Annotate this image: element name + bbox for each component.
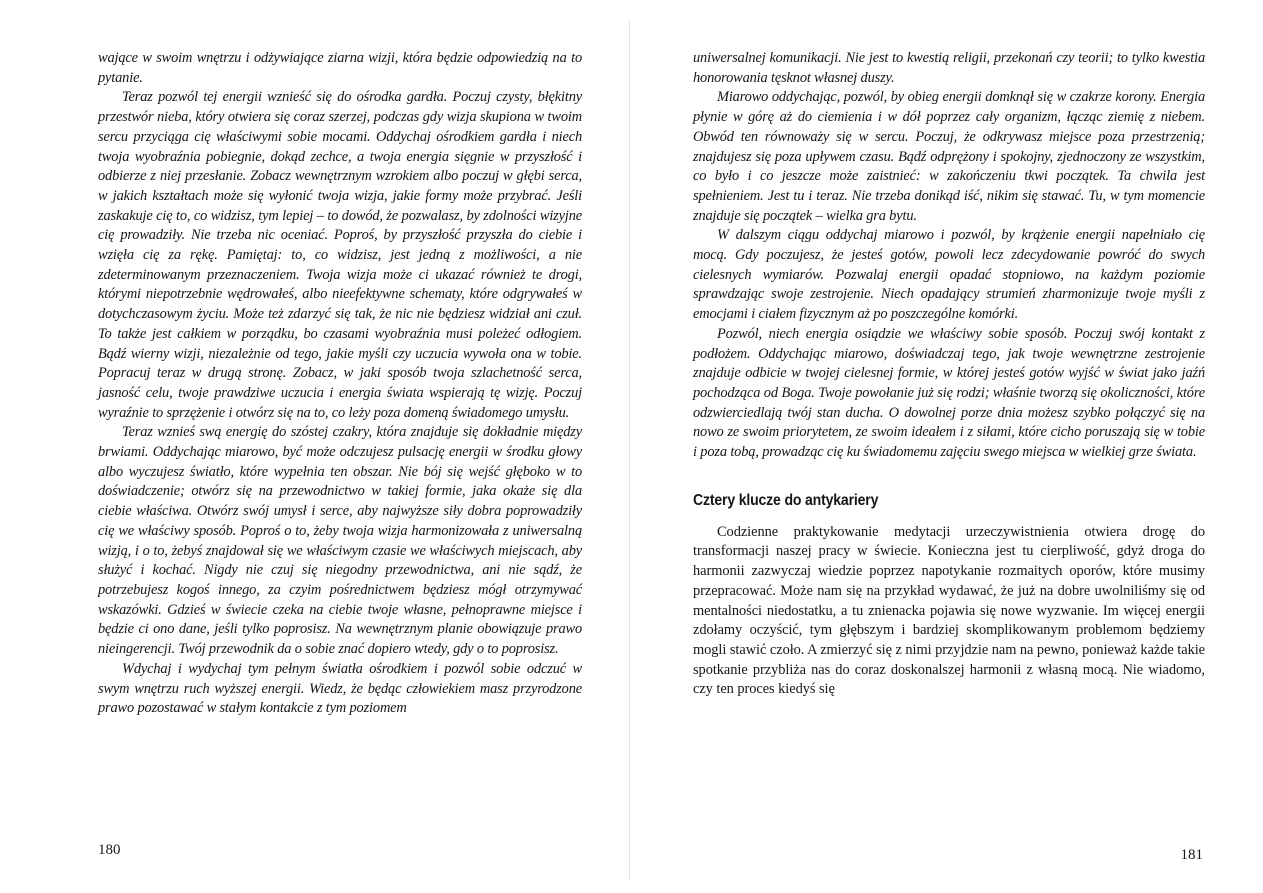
right-text-column <box>693 49 1205 700</box>
right-page <box>631 0 1263 893</box>
paragraph: Pozwól, niech energia osiądzie we właściwy sobie sposób. Poczuj swój kontakt z podłożem. Oddychając miarowo, doświadczaj tego, jak twoje wewnętrzne zestrojenie znajduje odbicie w twojej cielesnej formie, w której jesteś gotów wyjść w świat jako jaźń pochodząca od Boga. Twoje powołanie już się rodzi; właśnie tworzą się okoliczności, które odzwierciedlają twój stan ducha. O dowolnej porze dnia możesz szybko połączyć się na nowo ze swoim priorytetem, ze swoim ideałem i z siłami, które cicho poruszają się w tobie i poza tobą, prowadząc cię ku świadomemu zajęciu swego miejsca w wielkiej grze świata. <box>693 325 1205 461</box>
left-page <box>0 0 631 893</box>
paragraph: Teraz pozwól tej energii wznieść się do ośrodka gardła. Poczuj czysty, błękitny przestwór nieba, który otwiera się coraz szerzej, podczas gdy wizja skupiona w twoim sercu przyciąga cię właściwymi sobie mocami. Oddychaj ośrodkiem gardła i niech twoja wyobraźnia pobiegnie, dokąd zechce, a twoja energia sięgnie w przyszłość i odbierze z niej przesłanie. Zobacz wewnętrznym wzrokiem albo poczuj w głębi serca, w jakich kształtach może się wyłonić twoja wizja, jakie formy może przybrać. Jeśli zaskakuje cię to, co widzisz, tym lepiej – to dowód, że pozwalasz, by zdolności wizyjne cię prowadziły. Nie trzeba nic oceniać. Poproś, by przyszłość przyszła do ciebie i wzięła cię za rękę. Pamiętaj: to, co widzisz, jest jedną z możliwości, a nie zdeterminowanym przeznaczeniem. Twoja wizja może ci ukazać również te drogi, którymi niepotrzebnie wędrowałeś, albo nieefektywne schematy, które odgrywałeś w dotychczasowym życiu. Może też zdarzyć się tak, że nic nie będziesz widział ani czuł. To także jest całkiem w porządku, bo czasami wyobraźnia musi poleżeć odłogiem. Bądź wierny wizji, niezależnie od tego, jakie myśli czy uczucia wywoła ona w tobie. Popracuj teraz w drugą stronę. Zobacz, w jaki sposób twoja szlachetność serca, jasność celu, twoje prawdziwe uczucia i energia świata wspierają tę wizję. Poczuj wyraźnie to sprzężenie i otwórz się na to, co leży poza domeną świadomego umysłu. <box>98 89 582 421</box>
paragraph: Miarowo oddychając, pozwól, by obieg energii domknął się w czakrze korony. Energia płynie w górę aż do ciemienia i w dół poprzez cały organizm, łącząc ziemię z niebem. Obwód ten równoważy się w sercu. Poczuj, że odkrywasz miejsce poza przestrzenią; znajdujesz się poza upływem czasu. Bądź odprężony i spokojny, zjednoczony ze wszystkim, co było i co jeszcze może zaistnieć: w zakończeniu tkwi początek. Ta chwila jest spełnieniem. Jest tu i teraz. Nie trzeba donikąd iść, nikim się stawać. Tu, w tym momencie znajduje się początek – wielka gra bytu. <box>693 89 1205 224</box>
paragraph: uniwersalnej komunikacji. Nie jest to kwestią religii, przekonań czy teorii; to tylko kwestia honorowania tęsknot własnej duszy. <box>693 50 1205 86</box>
book-gutter <box>629 20 630 880</box>
paragraph: Wdychaj i wydychaj tym pełnym światła ośrodkiem i pozwól sobie odczuć w swym wnętrzu ruch wyższej energii. Wiedz, że będąc człowiekiem masz przyrodzone prawo pozostawać w stałym kontakcie z tym poziomem <box>98 660 582 717</box>
paragraph: W dalszym ciągu oddychaj miarowo i pozwól, by krążenie energii napełniało cię mocą. Gdy poczujesz, że jesteś gotów, powoli lecz zdecydowanie powróć do swych cielesnych wymiarów. Pozwalaj energii opadać stopniowo, na każdym poziomie sprawdzając swoje zestrojenie. Niech opadający strumień zharmonizuje twoje myśli z emocjami i ciałem fizycznym aż po poszczególne komórki. <box>693 227 1205 323</box>
left-text-column <box>98 49 582 719</box>
page-number: 181 <box>1180 847 1203 863</box>
body-paragraph: Codzienne praktykowanie medytacji urzeczywistnienia otwiera drogę do transformacji naszej pracy w świecie. Konieczna jest tu cierpliwość, gdyż droga do harmonii zazwyczaj wiedzie poprzez napotykanie rozmaitych oporów, które musimy przepracować. Może nam się na przykład wydawać, że już na dobre uwolniliśmy się od mentalności niedostatku, a tu znienacka pojawia się nowe wyzwanie. Im więcej energii zdołamy oczyścić, tym głębszym i bardziej skomplikowanym problemom będziemy mogli stawić czoło. A zmierzyć się z nimi przyjdzie nam na pewno, ponieważ każde takie spotkanie przybliża nas do coraz doskonalszej harmonii z własną mocą. Nie wiadomo, czy ten proces kiedyś się <box>693 523 1205 698</box>
page-number: 180 <box>98 842 121 858</box>
paragraph: Teraz wznieś swą energię do szóstej czakry, która znajduje się dokładnie między brwiami. Oddychając miarowo, być może odczujesz pulsację energii w środku głowy albo wyczujesz światło, które wypełnia ten obszar. Nie bój się wejść głęboko w to doświadczenie; otwórz się na przewodnictwo w takiej formie, jaka okaże się dla ciebie właściwa. Otwórz swój umysł i serce, aby najwyższe siły dobra poprowadziły cię we właściwy sposób. Poproś o to, żeby twoja wizja harmonizowała z uniwersalną wizją, i o to, żebyś znajdował się we właściwym czasie we właściwych miejscach, aby służyć i kochać. Nigdy nie czuj się niegodny przewodnictwa, ani nie sądź, że potrzebujesz kogoś innego, za czyim pośrednictwem będziesz mógł otrzymywać wskazówki. Gdzieś w świecie czeka na ciebie twoje własne, pełnoprawne miejsce i będzie ci ono dane, jeśli tylko poprosisz. Na wewnętrznym planie obowiązuje prawo nieingerencji. Twój przewodnik da o sobie znać dopiero wtedy, gdy o to poprosisz. <box>98 424 582 658</box>
paragraph: wające w swoim wnętrzu i odżywiające ziarna wizji, która będzie odpowiedzią na to pytanie. <box>98 50 582 86</box>
section-heading: Cztery klucze do antykariery <box>693 491 879 509</box>
